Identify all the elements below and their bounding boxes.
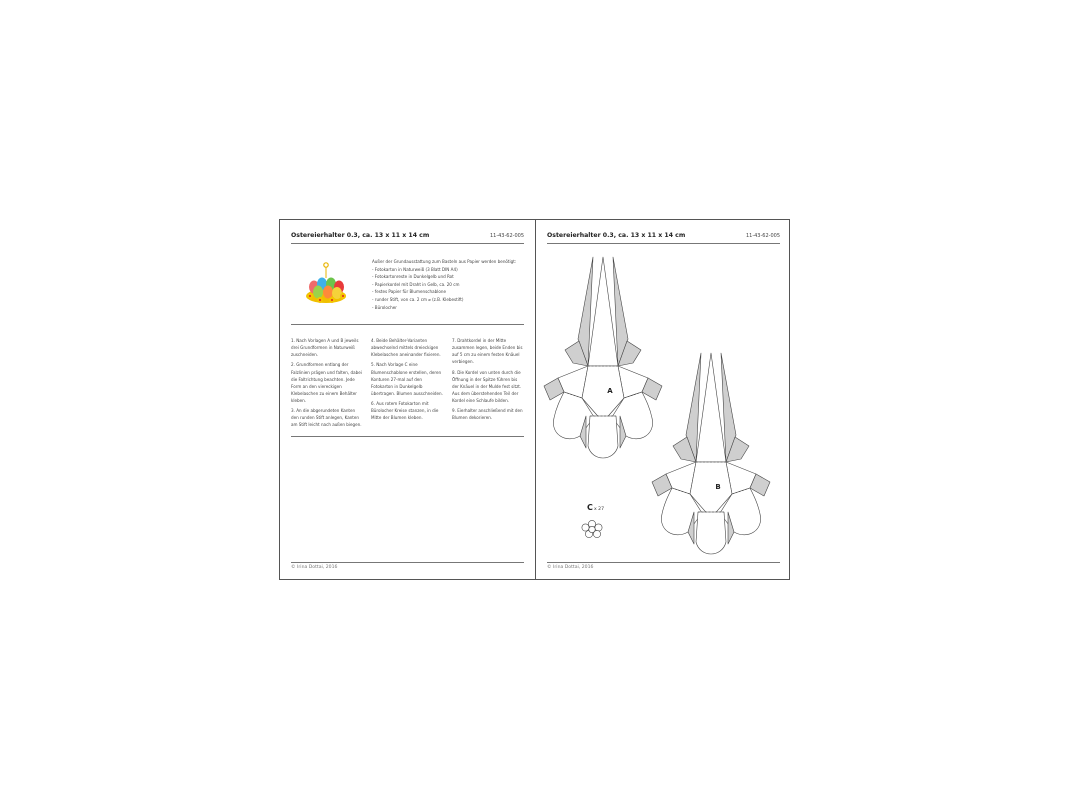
- article-code: 11-43-62-005: [489, 233, 524, 239]
- template-c-label: C: [587, 503, 593, 512]
- copyright-footer: © Irina Dottai, 2016: [291, 565, 338, 570]
- template-c-count: x 27: [594, 507, 605, 512]
- page-title: Ostereierhalter 0.3, ca. 13 x 11 x 14 cm: [291, 232, 430, 239]
- material-item: - Papierkordel mit Draht in Gelb, ca. 20 cm: [372, 281, 460, 287]
- template-b: [652, 353, 770, 554]
- flower-template-c: [582, 520, 602, 537]
- footer-rule: [291, 562, 524, 563]
- step-text: 5. Nach Vorlage C eine Blumenschablone erstellen, deren Konturen 27-mal auf den Fotokarton in Dunkelgelb übertragen. Blumen ausschneiden.: [371, 362, 443, 396]
- header-rule: [291, 243, 524, 244]
- article-code: 11-43-62-005: [745, 233, 780, 239]
- step-text: 6. Aus rotem Fotokarton mit Bürolocher Kreise stanzen, in die Mitte der Blumen kleben.: [371, 401, 439, 421]
- egg-holder-photo: [302, 260, 350, 308]
- right-page: [536, 220, 791, 579]
- step-text: 3. An die abgerundeten Kanten den runden Stift anlegen, Kanten am Stift leicht nach außen biegen.: [291, 408, 362, 428]
- step-text: 8. Die Kordel von unten durch die Öffnung in der Spitze führen bis der Knäuel in der Mulde fest sitzt. Aus dem überstehenden Teil der Kordel eine Schlaufe bilden.: [452, 369, 522, 403]
- step-text: 7. Drahtkordel in der Mitte zusammen legen, beide Enden bis auf 5 cm zu einem festen Knäuel verbiegen.: [452, 338, 523, 365]
- materials-intro: Außer der Grundausstattung zum Basteln aus Papier werden benötigt:: [372, 259, 517, 264]
- material-item: - runder Stift, von ca. 2 cm ⌀ (z.B. Klebestift): [372, 296, 464, 302]
- step-text: 1. Nach Vorlagen A und B jeweils drei Grundformen in Naturweiß zuschneiden.: [291, 338, 359, 358]
- material-item: - festes Papier für Blumenschablone: [372, 289, 446, 295]
- section-rule: [291, 436, 524, 437]
- material-item: - Fotokarton in Naturweiß (3 Blatt DIN A4): [372, 266, 458, 272]
- section-rule: [291, 324, 524, 325]
- template-b-label: B: [715, 483, 721, 491]
- booklet-spread: [279, 219, 790, 580]
- material-item: - Bürolocher: [372, 304, 397, 310]
- step-text: 9. Eierhalter anschließend mit den Blumen dekorieren.: [452, 408, 523, 421]
- steps-column-3: [452, 337, 524, 425]
- copyright-footer: © Irina Dottai, 2016: [547, 565, 594, 570]
- material-item: - Fotokartonreste in Dunkelgelb und Rot: [372, 274, 454, 280]
- left-page: [280, 220, 535, 579]
- steps-column-1: [291, 337, 363, 432]
- template-drawing: [536, 220, 791, 581]
- page-title: Ostereierhalter 0.3, ca. 13 x 11 x 14 cm: [547, 232, 686, 239]
- template-a-label: A: [607, 387, 613, 395]
- steps-column-2: [371, 337, 443, 425]
- footer-rule: [547, 562, 780, 563]
- step-text: 4. Beide Behälter-Varianten abwechselnd mittels dreieckigen Klebelaschen aneinander fixieren.: [371, 338, 441, 358]
- materials-list: [372, 258, 532, 311]
- template-a: [544, 257, 662, 458]
- step-text: 2. Grundformen entlang der Falzlinien prägen und falten, dabei die Faltrichtung beachten. Jede Form an den viereckigen Klebelaschen zu einem Behälter kleben.: [291, 362, 362, 403]
